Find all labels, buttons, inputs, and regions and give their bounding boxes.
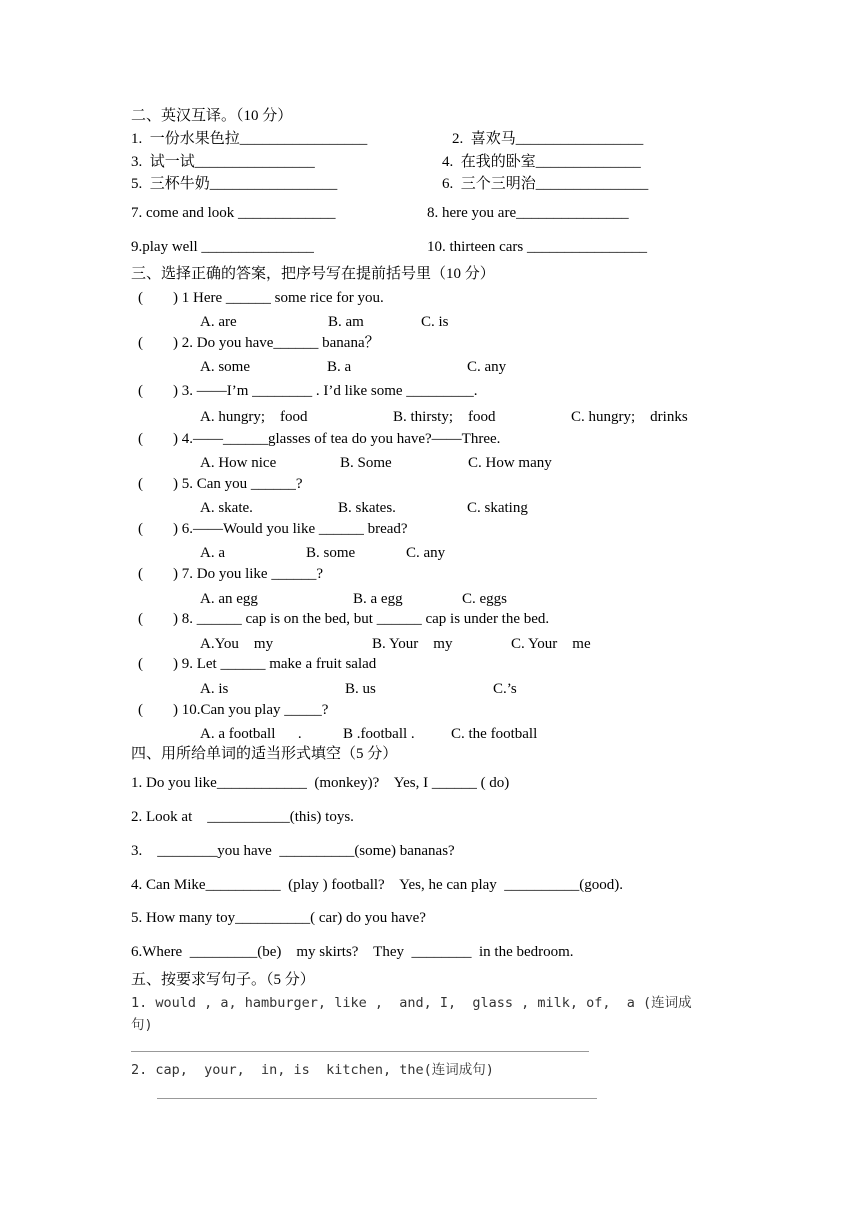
option: C. Your me [511,636,591,652]
option: B. us [345,681,376,697]
fill-in-line: 3. ________you have __________(some) bananas? [131,843,455,859]
option: C. the football [451,726,538,742]
fill-in-line: 1. Do you like____________ (monkey)? Yes, I ______ ( do) [131,775,510,791]
option: A. a football . [200,726,302,742]
question: ( ) 3. ——I’m ________ . I’d like some _________. [138,383,478,399]
option: B. skates. [338,500,396,516]
option: A.You my [200,636,274,652]
sentence-question-2: 2. cap, your, in, is kitchen, the(连词成句) [131,1062,494,1078]
option: C. is [421,314,449,330]
option: A. a [200,545,225,561]
section-3-heading: 三、选择正确的答案，把序号写在提前括号里（10 分） [131,266,495,282]
sentence-question-1: 1. would , a, hamburger, like , and, I, glass , milk, of, a (连词成 [131,995,692,1011]
answer-line [131,1051,589,1052]
question: ( ) 10.Can you play _____? [138,702,329,718]
translation-item: 10. thirteen cars ________________ [427,239,647,255]
option: B .football . [343,726,415,742]
sentence-question-1-cont: 句) [131,1017,153,1033]
question: ( ) 5. Can you ______? [138,476,303,492]
translation-item: 3. 试一试________________ [131,154,315,170]
question: ( ) 7. Do you like ______? [138,566,323,582]
answer-line [157,1098,597,1099]
option: C. any [467,359,507,375]
option: B. a [327,359,352,375]
option: C. any [406,545,446,561]
section-5-heading: 五、按要求写句子。（5 分） [131,972,315,988]
option: B. Some [340,455,392,471]
question: ( ) 4.——______glasses of tea do you have?——Three. [138,431,501,447]
fill-in-line: 2. Look at ___________(this) toys. [131,809,354,825]
option: B. a egg [353,591,403,607]
translation-item: 9.play well _______________ [131,239,314,255]
option: A. is [200,681,229,697]
option: A. some [200,359,250,375]
option: B. am [328,314,364,330]
option: A. are [200,314,237,330]
option: A. hungry; food [200,409,308,425]
translation-item: 4. 在我的卧室______________ [442,154,641,170]
option: C. How many [468,455,552,471]
fill-in-line: 6.Where _________(be) my skirts? They ________ in the bedroom. [131,944,574,960]
option: A. an egg [200,591,258,607]
option: A. How nice [200,455,277,471]
question: ( ) 6.——Would you like ______ bread? [138,521,408,537]
option: C. eggs [462,591,507,607]
question: ( ) 8. ______ cap is on the bed, but ______ cap is under the bed. [138,611,550,627]
option: B. some [306,545,356,561]
translation-item: 2. 喜欢马_________________ [452,131,644,147]
option: B. thirsty; food [393,409,496,425]
option: C. hungry; drinks [571,409,688,425]
option: C.’s [493,681,517,697]
translation-item: 8. here you are_______________ [427,205,629,221]
section-4-heading: 四、用所给单词的适当形式填空（5 分） [131,746,398,762]
question: ( ) 1 Here ______ some rice for you. [138,290,384,306]
option: A. skate. [200,500,253,516]
translation-item: 5. 三杯牛奶_________________ [131,176,338,192]
option: C. skating [467,500,528,516]
fill-in-line: 5. How many toy__________( car) do you have? [131,910,426,926]
option: B. Your my [372,636,453,652]
section-2-heading: 二、英汉互译。（10 分） [131,108,293,124]
translation-item: 6. 三个三明治_______________ [442,176,649,192]
translation-item: 7. come and look _____________ [131,205,336,221]
question: ( ) 2. Do you have______ banana？ [138,335,380,351]
translation-item: 1. 一份水果色拉_________________ [131,131,368,147]
question: ( ) 9. Let ______ make a fruit salad [138,656,377,672]
fill-in-line: 4. Can Mike__________ (play ) football? Yes, he can play __________(good). [131,877,624,893]
